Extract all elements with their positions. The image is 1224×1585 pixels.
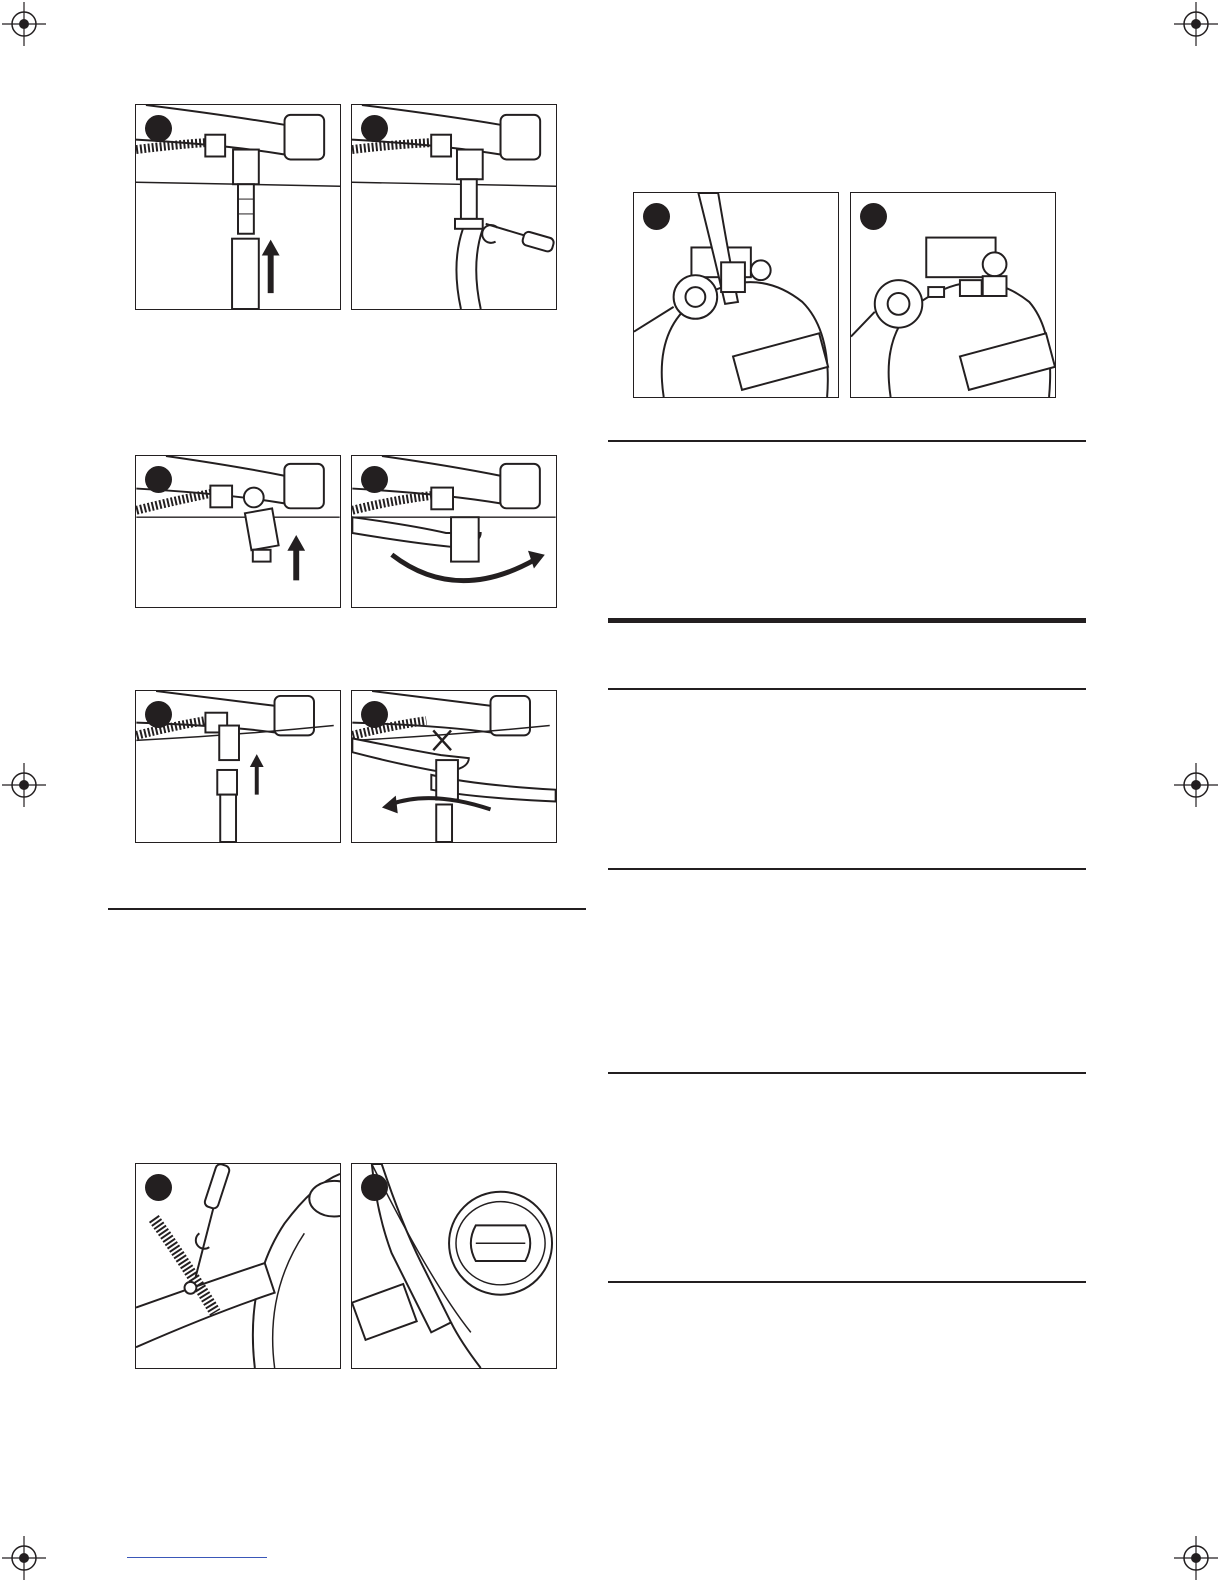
step-marker bbox=[145, 1174, 172, 1201]
figure-fitting-tighten-two-wrenches bbox=[351, 690, 557, 843]
section-divider-right-5 bbox=[608, 1281, 1086, 1283]
step-marker bbox=[361, 115, 388, 142]
section-divider-right-3 bbox=[608, 868, 1086, 870]
section-divider-left bbox=[108, 908, 586, 910]
step-marker bbox=[361, 466, 388, 493]
figure-adapter-connect-push bbox=[135, 455, 341, 608]
registration-mark-bottom-left bbox=[2, 1536, 46, 1580]
figure-adapter-tighten-wrench bbox=[351, 455, 557, 608]
section-divider-right-heavy bbox=[608, 618, 1086, 623]
step-marker bbox=[860, 203, 887, 230]
step-marker bbox=[145, 701, 172, 728]
step-marker bbox=[361, 1174, 388, 1201]
section-divider-right-2 bbox=[608, 688, 1086, 690]
registration-mark-top-right bbox=[1174, 2, 1218, 46]
step-marker bbox=[361, 701, 388, 728]
registration-mark-mid-right bbox=[1174, 763, 1218, 807]
step-marker bbox=[145, 115, 172, 142]
section-divider-right-1 bbox=[608, 440, 1086, 442]
footer-link-underline[interactable] bbox=[127, 1557, 267, 1558]
figure-gas-bottle-wrench bbox=[633, 192, 839, 398]
registration-mark-top-left bbox=[2, 2, 46, 46]
section-divider-right-4 bbox=[608, 1072, 1086, 1074]
step-marker bbox=[643, 203, 670, 230]
figure-gas-bottle-regulator bbox=[850, 192, 1056, 398]
figure-fitting-connect-push bbox=[135, 690, 341, 843]
figure-hose-clamp-tighten bbox=[351, 104, 557, 310]
registration-mark-bottom-right bbox=[1174, 1536, 1218, 1580]
figure-regulator-clamp-tighten bbox=[135, 1163, 341, 1369]
step-marker bbox=[145, 466, 172, 493]
registration-mark-mid-left bbox=[2, 763, 46, 807]
figure-regulator-wrench-tighten bbox=[351, 1163, 557, 1369]
figure-hose-connect-push bbox=[135, 104, 341, 310]
